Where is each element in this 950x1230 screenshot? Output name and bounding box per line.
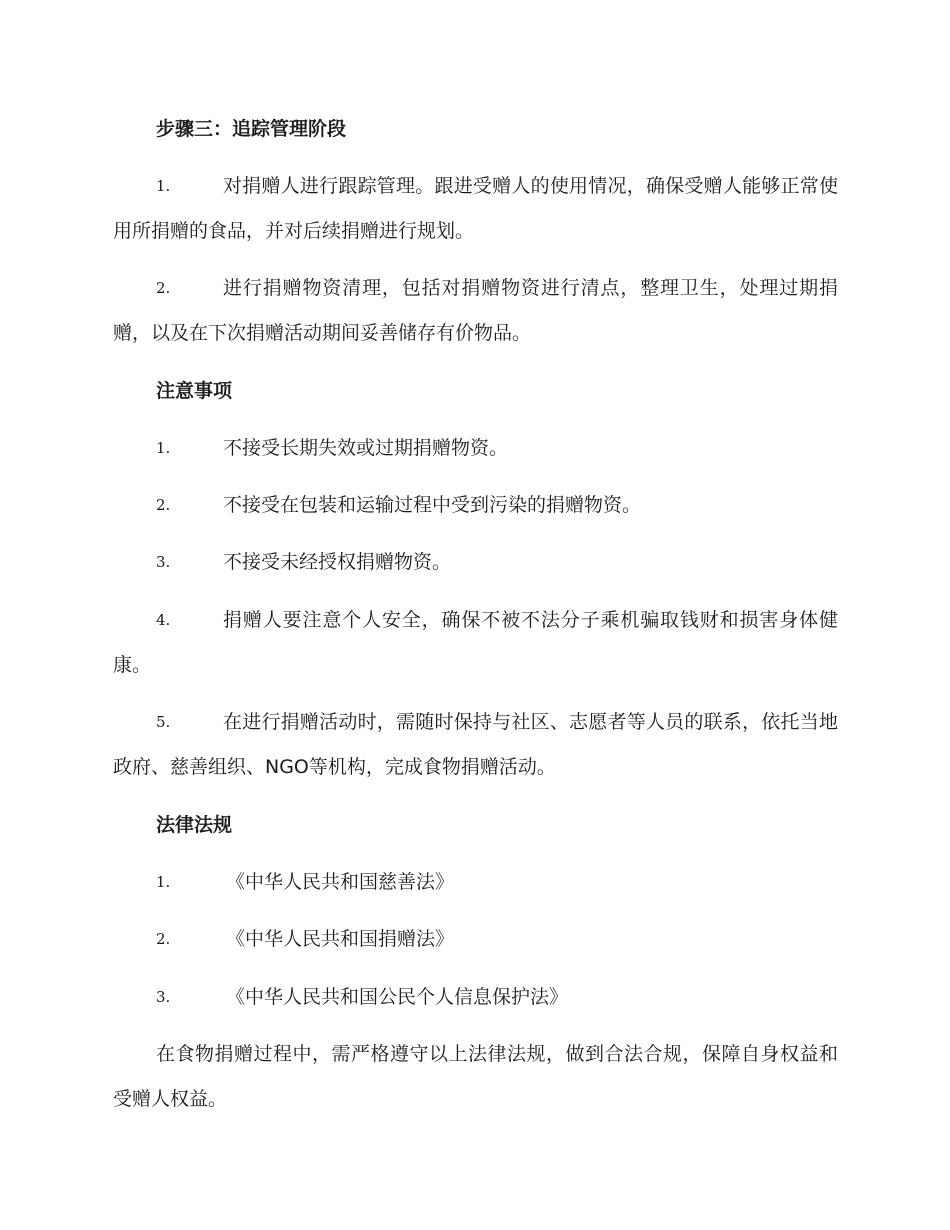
list-item [113, 483, 838, 528]
list-item [113, 975, 838, 1020]
item-text: 《中华人民共和国公民个人信息保护法》 [226, 986, 569, 1008]
item-text: 进行捐赠物资清理，包括对捐赠物资进行清点，整理卫生，处理过期捐赠，以及在下次捐赠活动期间妥善储存有价物品。 [113, 277, 838, 344]
list-item [113, 164, 838, 254]
item-number: 5. [156, 713, 171, 731]
item-number: 1. [156, 177, 171, 195]
item-text: 不接受未经授权捐赠物资。 [223, 551, 452, 573]
section-heading-notes: 注意事项 [156, 380, 233, 402]
list-item [113, 266, 838, 356]
item-number: 3. [156, 988, 171, 1006]
item-text: 在进行捐赠活动时，需随时保持与社区、志愿者等人员的联系，依托当地政府、慈善组织、NGO等机构，完成食物捐赠活动。 [113, 711, 838, 778]
item-text: 《中华人民共和国慈善法》 [226, 871, 455, 893]
list-item [113, 860, 838, 905]
section-heading-step3: 步骤三：追踪管理阶段 [156, 118, 347, 140]
item-number: 3. [156, 553, 171, 571]
list-item [113, 700, 838, 790]
list-item [113, 917, 838, 962]
closing-paragraph: 在食物捐赠过程中，需严格遵守以上法律法规，做到合法合规，保障自身权益和受赠人权益。 [113, 1043, 838, 1110]
section-heading-laws: 法律法规 [156, 814, 233, 836]
list-item [113, 540, 838, 585]
item-text: 《中华人民共和国捐赠法》 [226, 928, 455, 950]
item-text: 捐赠人要注意个人安全，确保不被不法分子乘机骗取钱财和损害身体健康。 [113, 609, 838, 676]
list-item [113, 598, 838, 688]
list-item [113, 426, 838, 471]
item-number: 2. [156, 930, 171, 948]
item-text: 对捐赠人进行跟踪管理。跟进受赠人的使用情况，确保受赠人能够正常使用所捐赠的食品，并对后续捐赠进行规划。 [113, 175, 838, 242]
item-text: 不接受长期失效或过期捐赠物资。 [223, 437, 509, 459]
item-number: 1. [156, 439, 171, 457]
item-number: 2. [156, 496, 171, 514]
item-text: 不接受在包装和运输过程中受到污染的捐赠物资。 [223, 494, 642, 516]
item-number: 4. [156, 611, 171, 629]
item-number: 1. [156, 873, 171, 891]
item-number: 2. [156, 279, 171, 297]
